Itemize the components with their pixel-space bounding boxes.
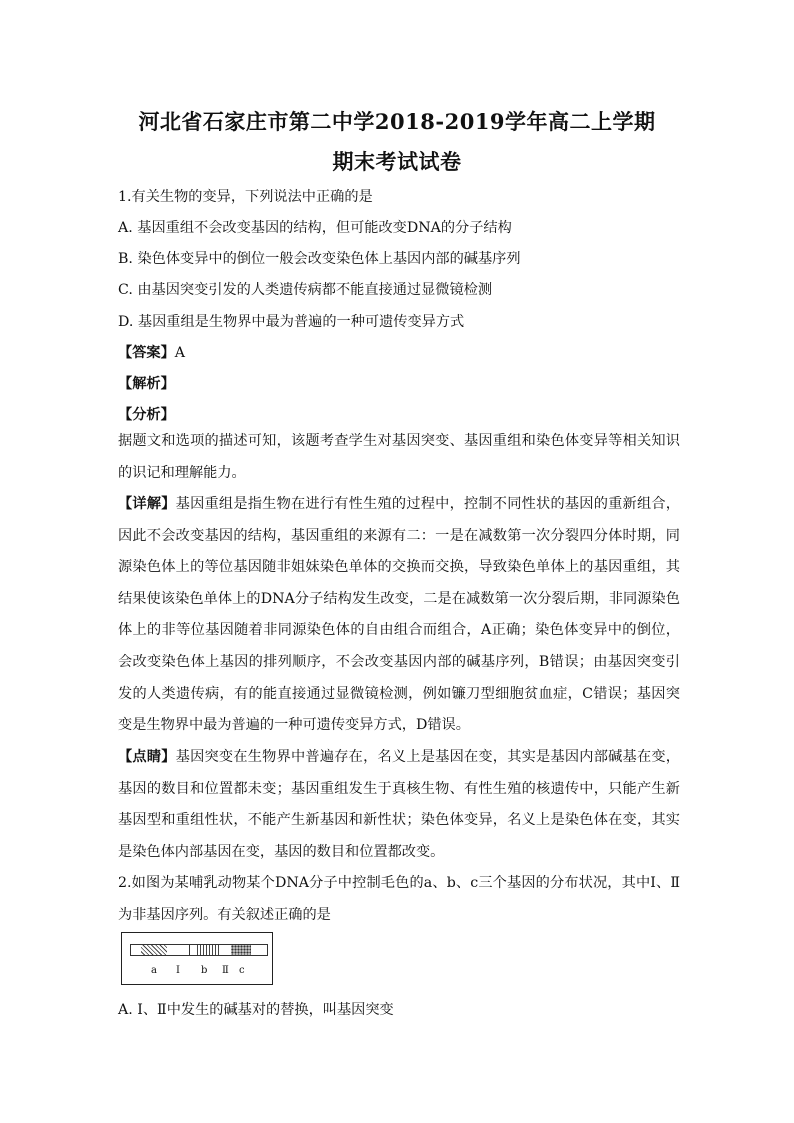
noncoding-I-segment <box>167 945 190 955</box>
gene-a-segment <box>141 945 167 955</box>
analysis-tag: 【解析】 <box>118 376 175 392</box>
label-I: Ⅰ <box>176 965 180 976</box>
detail-paragraph <box>118 489 680 742</box>
question-1-option-a: A. 基因重组不会改变基因的结构，但可能改变DNA的分子结构 <box>118 220 512 236</box>
exam-title-line2: 期末考试试卷 <box>332 149 462 174</box>
point-paragraph <box>118 742 680 868</box>
answer-tag: 【答案】 <box>118 345 175 361</box>
answer-value: A <box>174 345 186 361</box>
fenxi-paragraph: 据题文和选项的描述可知，该题考查学生对基因突变、基因重组和染色体变异等相关知识的识记和理解能力。 <box>118 433 680 481</box>
label-a: a <box>151 965 157 976</box>
point-tag: 【点睛】 <box>118 749 176 765</box>
question-1-option-b: B. 染色体变异中的倒位一般会改变染色体上基因内部的碱基序列 <box>118 251 521 267</box>
question-2-stem: 2.如图为某哺乳动物某个DNA分子中控制毛色的a、b、c三个基因的分布状况，其中Ⅰ、Ⅱ为非基因序列。有关叙述正确的是 <box>118 875 680 923</box>
label-c: c <box>239 965 245 976</box>
point-text: 基因突变在生物界中普遍存在，名义上是基因在变，其实是基因内部碱基在变，基因的数目和位置都未变；基因重组发生于真核生物、有性生殖的核遗传中，只能产生新基因型和重组性状，不能产生新基因和新性状；染色体变异，名义上是染色体在变，其实是染色体内部基因在变，基因的数目和位置都改变。 <box>118 749 680 860</box>
fenxi-tag: 【分析】 <box>118 407 175 423</box>
gene-c-segment <box>231 945 251 955</box>
question-1-stem: 1.有关生物的变异，下列说法中正确的是 <box>118 189 373 205</box>
question-1-option-d: D. 基因重组是生物界中最为普遍的一种可遗传变异方式 <box>118 314 465 330</box>
label-II: Ⅱ <box>222 965 229 976</box>
question-2-option-a: A. Ⅰ、Ⅱ中发生的碱基对的替换，叫基因突变 <box>118 1002 394 1018</box>
dna-strand <box>130 944 268 956</box>
exam-title-line1: 河北省石家庄市第二中学2018-2019学年高二上学期 <box>138 109 656 134</box>
label-b: b <box>201 965 208 976</box>
dna-gene-diagram <box>121 932 273 985</box>
answer-line <box>118 343 680 363</box>
detail-tag: 【详解】 <box>118 496 176 512</box>
gene-b-segment <box>195 945 221 955</box>
question-1-option-c: C. 由基因突变引发的人类遗传病都不能直接通过显微镜检测 <box>118 282 493 298</box>
detail-text: 基因重组是指生物在进行有性生殖的过程中，控制不同性状的基因的重新组合，因此不会改变基因的结构，基因重组的来源有二：一是在减数第一次分裂四分体时期，同源染色体上的等位基因随非姐妹染色单体的交换而交换，导致染色单体上的基因重组，其结果使该染色单体上的DNA分子结构发生改变，二是在减数第一次分裂后期，非同源染色体上的非等位基因随着非同源染色体的自由组合而组合，A正确；染色体变异中的倒位，会改变染色体上基因的排列顺序，不会改变基因内部的碱基序列，B错误；由基因突变引发的人类遗传病，有的能直接通过显微镜检测，例如镰刀型细胞贫血症，C错误；基因突变是生物界中最为普遍的一种可遗传变异方式，D错误。 <box>118 496 680 734</box>
